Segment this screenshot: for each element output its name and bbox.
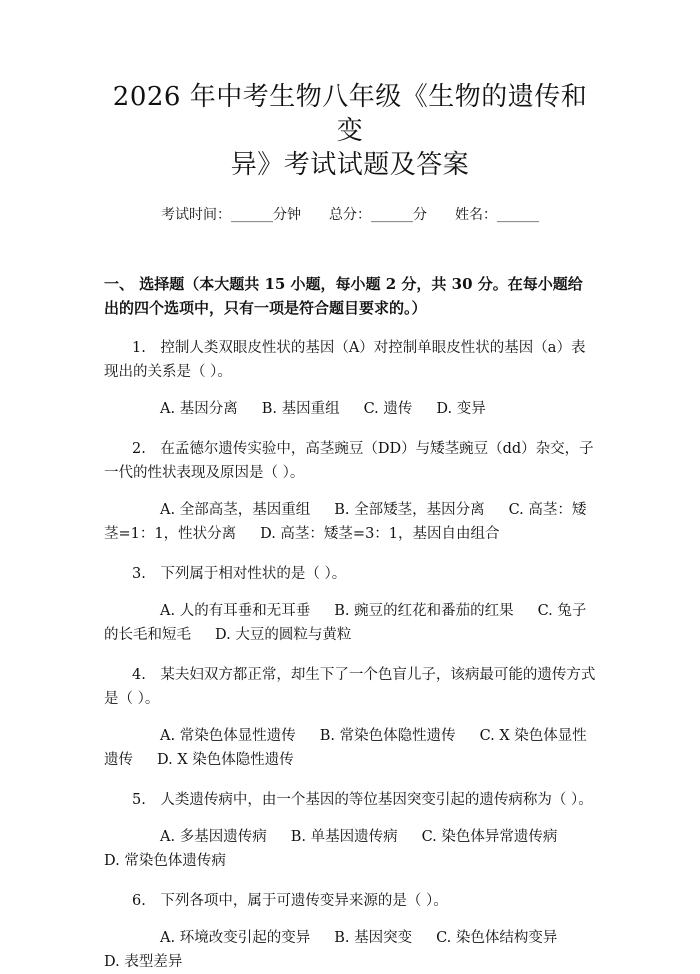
q5-option-a: A. 多基因遗传病 [160, 829, 267, 845]
q4-option-a: A. 常染色体显性遗传 [160, 728, 296, 744]
question-1: 1. 控制人类双眼皮性状的基因（A）对控制单眼皮性状的基因（a）表现出的关系是（ ）。 [104, 340, 586, 380]
question-6: 6. 下列各项中，属于可遗传变异来源的是（ ）。 [132, 893, 448, 909]
q6-option-a: A. 环境改变引起的变异 [160, 930, 311, 946]
q2-option-d: D. 高茎：矮茎=3：1，基因自由组合 [260, 526, 500, 542]
q3-option-b: B. 豌豆的红花和番茄的红果 [334, 603, 514, 619]
q1-option-a: A. 基因分离 [160, 401, 238, 417]
q2-option-b: B. 全部矮茎，基因分离 [334, 502, 485, 518]
title-line-1: 2026 年中考生物八年级《生物的遗传和变 [112, 82, 588, 146]
q1-option-b: B. 基因重组 [261, 401, 340, 417]
question-6-options [104, 926, 596, 974]
question-2: 2. 在孟德尔遗传实验中，高茎豌豆（DD）与矮茎豌豆（dd）杂交，子一代的性状表现及原因是（ ）。 [104, 441, 594, 481]
q1-option-c: C. 遗传 [363, 401, 413, 417]
q2-option-c: C. 高茎：矮茎=1：1，性状分离 [104, 502, 587, 542]
question-5-options [104, 825, 596, 873]
q3-option-d: D. 大豆的圆粒与黄粒 [215, 627, 352, 643]
question-list [104, 336, 596, 974]
question-3: 3. 下列属于相对性状的是（ ）。 [132, 566, 347, 582]
question-1-options [104, 397, 596, 421]
q4-option-d: D. X 染色体隐性遗传 [157, 752, 294, 768]
section-heading: 一、 选择题（本大题共 15 小题，每小题 2 分，共 30 分。在每小题给出的四个选项中，只有一项是符合题目要求的。） [104, 275, 583, 317]
total-score: 总分：______分 [329, 207, 427, 223]
exam-info-line [104, 204, 596, 226]
question-3-options [104, 599, 596, 647]
q3-option-a: A. 人的有耳垂和无耳垂 [160, 603, 311, 619]
q4-option-c: C. X 染色体显性遗传 [104, 728, 587, 768]
q6-option-b: B. 基因突变 [334, 930, 413, 946]
question-2-options [104, 498, 596, 546]
question-4-options [104, 724, 596, 772]
q5-option-b: B. 单基因遗传病 [290, 829, 398, 845]
q6-option-d: D. 表型差异 [104, 954, 183, 970]
q5-option-c: C. 染色体异常遗传病 [421, 829, 558, 845]
q6-option-c: C. 染色体结构变异 [436, 930, 558, 946]
q2-option-a: A. 全部高茎，基因重组 [160, 502, 311, 518]
question-4: 4. 某夫妇双方都正常，却生下了一个色盲儿子，该病最可能的遗传方式是（ ）。 [104, 667, 596, 707]
question-5: 5. 人类遗传病中，由一个基因的等位基因突变引起的遗传病称为（ ）。 [132, 792, 593, 808]
title-line-2: 异》考试试题及答案 [230, 150, 470, 180]
student-name: 姓名：______ [455, 207, 539, 223]
q3-option-c: C. 兔子的长毛和短毛 [104, 603, 587, 643]
q5-option-d: D. 常染色体遗传病 [104, 853, 226, 869]
q4-option-b: B. 常染色体隐性遗传 [319, 728, 456, 744]
document-title [104, 0, 596, 182]
exam-time: 考试时间：______分钟 [161, 207, 301, 223]
q1-option-d: D. 变异 [436, 401, 486, 417]
